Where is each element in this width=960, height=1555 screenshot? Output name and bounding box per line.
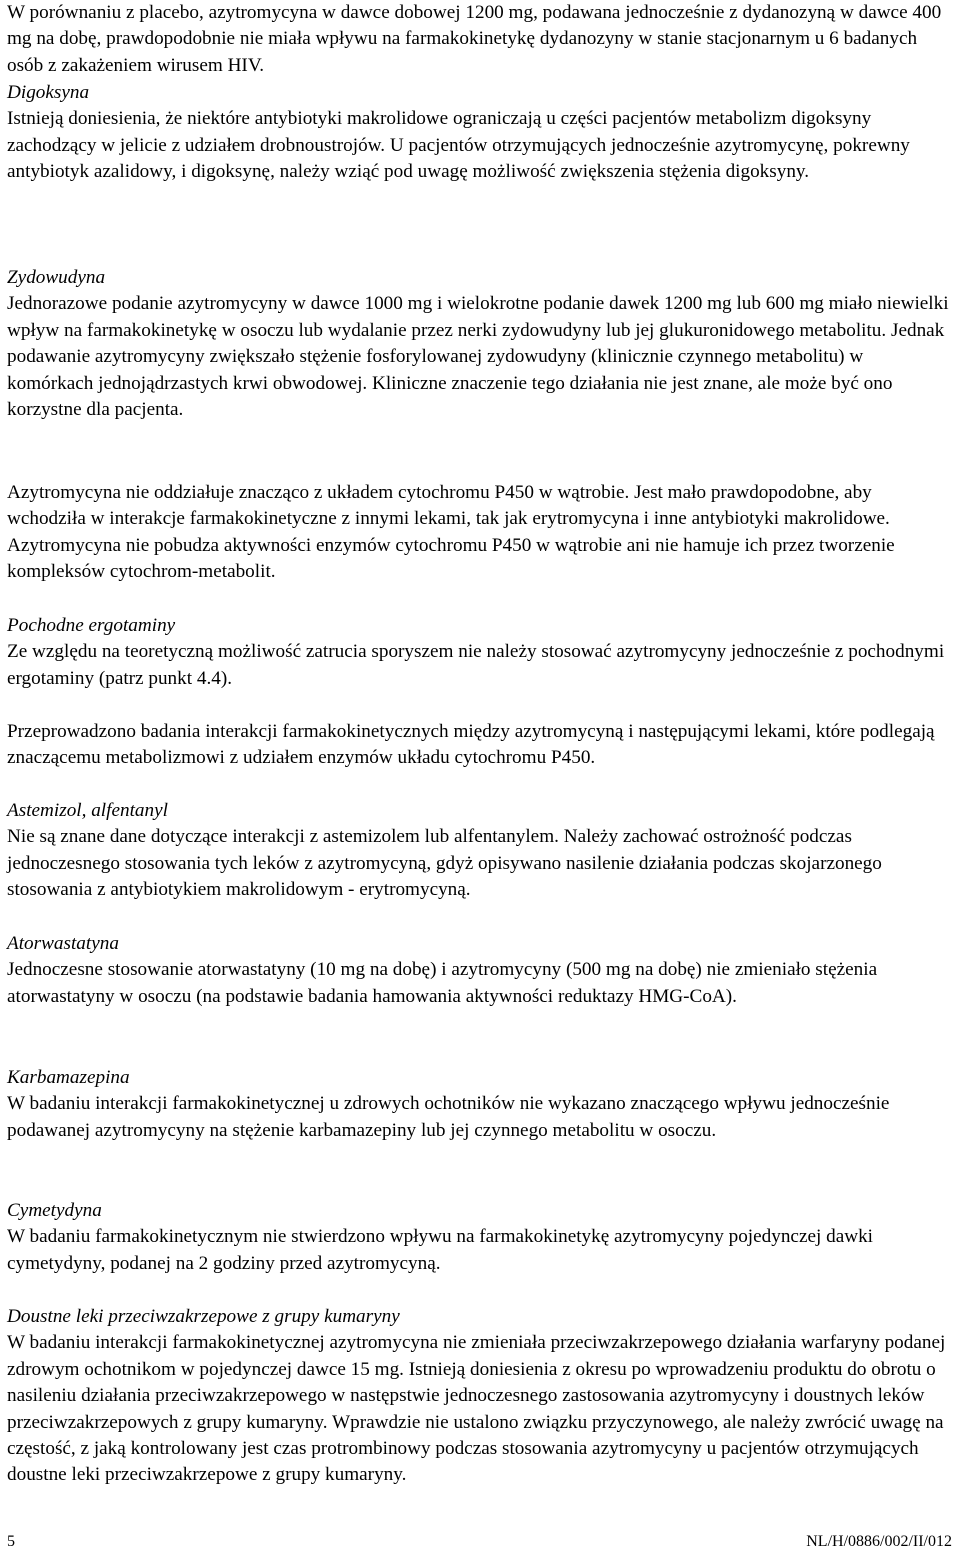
paragraph-hiv: W porównaniu z placebo, azytromycyna w dawce dobowej 1200 mg, podawana jednocześnie z dydanozyną w dawce 400 mg na dobę, prawdopodobnie nie miała wpływu na farmakokinetykę dydanozyny w stanie stacjonarnym u 6 badanych osób z zakażeniem wirusem HIV. (7, 2, 942, 76)
section-astemizol (7, 798, 953, 904)
heading-cymetydyna: Cymetydyna (7, 1200, 102, 1221)
paragraph-cymetydyna: W badaniu farmakokinetycznym nie stwierdzono wpływu na farmakokinetykę azytromycyny pojedynczej dawki cymetydyny, podanej na 2 godziny przed azytromycyną. (7, 1226, 873, 1274)
section-digoksyna (7, 80, 953, 186)
paragraph-karbamazepina: W badaniu interakcji farmakokinetycznej u zdrowych ochotników nie wykazano znaczącego wpływu jednocześnie podawanej azytromycyny na stężenie karbamazepiny lub jej czynnego metabolitu w osoczu. (7, 1093, 890, 1141)
heading-digoksyna: Digoksyna (7, 82, 90, 103)
paragraph-zydowudyna: Jednorazowe podanie azytromycyny w dawce 1000 mg i wielokrotne podanie dawek 1200 mg lub 600 mg miało niewielki wpływ na farmakokinetykę w osoczu lub wydalanie przez nerki zydowudyny lub jej glukuronidowego metabolitu. Jednak podawanie azytromycyny zwiększało stężenie fosforylowanej zydowudyny (klinicznie czynnego metabolitu) w komórkach jednojądrzastych krwi obwodowej. Kliniczne znaczenie tego działania nie jest znane, ale może być ono korzystne dla pacjenta. (7, 293, 949, 421)
paragraph-ergotamina: Ze względu na teoretyczną możliwość zatrucia sporyszem nie należy stosować azytromycyny jednocześnie z pochodnymi ergotaminy (patrz punkt 4.4). (7, 641, 945, 689)
section-atorwastatyna (7, 931, 953, 1010)
section-zydowudyna (7, 265, 953, 423)
heading-karbamazepina: Karbamazepina (7, 1067, 130, 1088)
paragraph-badania: Przeprowadzono badania interakcji farmakokinetycznych między azytromycyną i następującymi lekami, które podlegają znaczącemu metabolizmowi z udziałem enzymów układu cytochromu P450. (7, 721, 935, 769)
heading-kumaryny: Doustne leki przeciwzakrzepowe z grupy kumaryny (7, 1306, 400, 1327)
paragraph-astemizol: Nie są znane dane dotyczące interakcji z astemizolem lub alfentanylem. Należy zachować ostrożność podczas jednoczesnego stosowania tych leków z azytromycyną, gdyż opisywano nasilenie działania podczas skojarzonego stosowania z antybiotykiem makrolidowym - erytromycyną. (7, 826, 882, 901)
section-karbamazepina (7, 1065, 953, 1144)
heading-ergotamina: Pochodne ergotaminy (7, 615, 176, 636)
paragraph-atorwastatyna: Jednoczesne stosowanie atorwastatyny (10 mg na dobę) i azytromycyny (500 mg na dobę) nie zmieniało stężenia atorwastatyny w osoczu (na podstawie badania hamowania aktywności reduktazy HMG-CoA). (7, 959, 878, 1007)
section-cytochrom (7, 480, 953, 586)
heading-astemizol: Astemizol, alfentanyl (7, 800, 168, 821)
heading-atorwastatyna: Atorwastatyna (7, 933, 119, 954)
document-reference: NL/H/0886/002/II/012 (806, 1533, 952, 1550)
paragraph-cytochrom: Azytromycyna nie oddziałuje znacząco z układem cytochromu P450 w wątrobie. Jest mało prawdopodobne, aby wchodziła w interakcje farmakokinetyczne z innymi lekami, tak jak erytromycyna i inne antybiotyki makrolidowe. Azytromycyna nie pobudza aktywności enzymów cytochromu P450 w wątrobie ani nie hamuje ich przez tworzenie kompleksów cytochrom-metabolit. (7, 482, 895, 583)
paragraph-kumaryny: W badaniu interakcji farmakokinetycznej azytromycyna nie zmieniała przeciwzakrzepowego działania warfaryny podanej zdrowym ochotnikom w pojedynczej dawce 15 mg. Istnieją doniesienia z okresu po wprowadzeniu produktu do obrotu o nasileniu działania przeciwzakrzepowego w następstwie jednoczesnego zastosowania azytromycyny i doustnych leków przeciwzakrzepowych z grupy kumaryny. Wprawdzie nie ustalono związku przyczynowego, ale należy zwrócić uwagę na częstość, z jaką kontrolowany jest czas protrombinowy podczas stosowania azytromycyny u pacjentów otrzymujących doustne leki przeciwzakrzepowe z grupy kumaryny. (7, 1332, 946, 1486)
section-ergotamina (7, 613, 953, 692)
paragraph-digoksyna: Istnieją doniesienia, że niektóre antybiotyki makrolidowe ograniczają u części pacjentów metabolizm digoksyny zachodzący w jelicie z udziałem drobnoustrojów. U pacjentów otrzymujących jednocześnie azytromycynę, pokrewny antybiotyk azalidowy, i digoksynę, należy wziąć pod uwagę możliwość zwiększenia stężenia digoksyny. (7, 108, 910, 183)
section-hiv (7, 0, 953, 79)
section-badania (7, 719, 953, 772)
heading-zydowudyna: Zydowudyna (7, 267, 106, 288)
section-kumaryny (7, 1304, 953, 1489)
page-number: 5 (7, 1533, 15, 1550)
section-cymetydyna (7, 1198, 953, 1277)
